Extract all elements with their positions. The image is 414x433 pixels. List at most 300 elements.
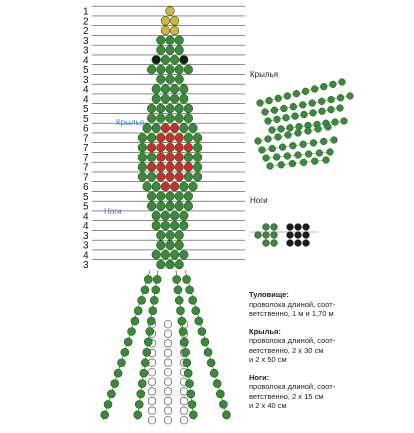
row-number: 5	[83, 65, 89, 76]
leg-bead	[271, 224, 278, 231]
body-bead	[147, 114, 156, 123]
leg-bead	[263, 240, 270, 247]
body-bead	[147, 65, 156, 74]
wing-bead	[327, 149, 334, 156]
tail-bead	[140, 369, 148, 377]
tail-bead	[173, 275, 181, 283]
tail-bead	[147, 317, 155, 325]
wing-bead	[315, 126, 322, 133]
tail-bead	[188, 400, 196, 408]
wing-bead	[318, 98, 325, 105]
tail-bead	[180, 338, 188, 346]
leg-bead	[263, 224, 270, 231]
body-bead	[193, 163, 202, 172]
body-bead	[166, 7, 175, 16]
body-bead	[157, 133, 166, 142]
note-legs-block	[249, 373, 409, 411]
tail-white-bead	[164, 349, 172, 357]
body-bead	[193, 143, 202, 152]
row-number: 7	[83, 152, 89, 164]
body-bead	[175, 104, 184, 113]
wing-bead	[278, 161, 285, 168]
tail-bead	[179, 328, 187, 336]
tail-white-bead	[164, 378, 172, 386]
tail-bead	[137, 390, 145, 398]
body-bead	[184, 114, 193, 123]
body-bead	[175, 114, 184, 123]
body-bead	[170, 211, 179, 220]
tail-white-bead	[180, 397, 188, 405]
tail-bead	[114, 369, 122, 377]
tail-bead	[144, 275, 152, 283]
row-number: 4	[83, 55, 89, 67]
body-bead	[161, 16, 170, 25]
wing-bead	[259, 147, 266, 154]
row-number: 4	[83, 211, 89, 223]
wing-bead	[332, 119, 339, 126]
body-bead	[147, 172, 156, 181]
wing-bead	[284, 93, 291, 100]
body-bead	[157, 114, 166, 123]
body-bead	[157, 75, 166, 84]
body-bead	[175, 36, 184, 45]
body-bead	[138, 163, 147, 172]
body-bead	[161, 26, 170, 35]
body-bead	[157, 231, 166, 240]
body-bead	[166, 65, 175, 74]
body-bead	[170, 182, 179, 191]
row-number: 1	[83, 6, 89, 18]
body-bead	[180, 124, 189, 133]
wing-bead	[262, 109, 269, 116]
tail-white-bead	[164, 416, 172, 424]
body-bead	[166, 36, 175, 45]
note-title: Крылья:	[249, 326, 281, 336]
body-bead	[184, 202, 193, 211]
wing-bead	[347, 93, 354, 100]
wing-bead	[274, 116, 281, 123]
row-number: 5	[83, 191, 89, 203]
tail-bead	[178, 317, 186, 325]
body-bead	[161, 55, 170, 64]
body-bead	[152, 211, 161, 220]
row-number: 6	[83, 182, 89, 193]
row-number: 6	[83, 123, 89, 135]
note-title: Ноги:	[249, 372, 270, 382]
row-number: 4	[83, 221, 89, 232]
row-number: 7	[83, 133, 89, 145]
body-bead	[147, 133, 156, 142]
body-bead	[193, 153, 202, 162]
tail-bead	[183, 359, 191, 367]
row-number: 5	[83, 113, 89, 125]
body-bead	[166, 133, 175, 142]
body-bead	[184, 133, 193, 142]
body-bead	[157, 192, 166, 201]
tail-bead	[135, 400, 143, 408]
wing-bead	[310, 139, 317, 146]
body-bead	[184, 192, 193, 201]
body-bead	[166, 231, 175, 240]
body-bead	[166, 114, 175, 123]
tail-bead	[111, 380, 119, 388]
tail-bead	[143, 348, 151, 356]
body-bead	[180, 221, 189, 230]
body-bead	[170, 94, 179, 103]
leg-bead	[303, 224, 310, 231]
body-bead	[170, 124, 179, 133]
wing-bead	[289, 142, 296, 149]
body-bead	[184, 65, 193, 74]
body-bead	[147, 143, 156, 152]
wing-bead	[266, 97, 273, 104]
wing-bead	[337, 94, 344, 101]
wing-bead	[267, 163, 274, 170]
leg-bead	[271, 232, 278, 239]
note-text: проволока длиной, соот- ветственно, 1 м и 1,70 м	[249, 299, 336, 318]
tail-bead	[210, 369, 218, 377]
body-bead	[180, 55, 189, 64]
body-bead	[175, 172, 184, 181]
row-number: 3	[83, 45, 89, 57]
tail-white-bead	[180, 416, 188, 424]
tail-bead	[134, 307, 142, 315]
row-number: 7	[83, 172, 89, 184]
leg-bead	[287, 224, 294, 231]
tail-white-bead	[164, 340, 172, 348]
body-bead	[157, 46, 166, 55]
body-bead	[175, 65, 184, 74]
legs-marker-label: Ноги	[104, 207, 122, 216]
wing-bead	[300, 159, 307, 166]
wing-bead	[293, 90, 300, 97]
tail-bead	[141, 359, 149, 367]
body-bead	[170, 250, 179, 259]
tail-white-bead	[164, 320, 172, 328]
body-bead	[184, 153, 193, 162]
tail-bead	[153, 275, 161, 283]
body-bead	[157, 143, 166, 152]
body-bead	[166, 75, 175, 84]
body-bead	[180, 182, 189, 191]
leg-bead	[271, 240, 278, 247]
leg-bead	[255, 232, 262, 239]
body-bead	[161, 221, 170, 230]
tail-bead	[204, 348, 212, 356]
wing-bead	[310, 109, 317, 116]
body-bead	[157, 172, 166, 181]
body-bead	[175, 260, 184, 269]
body-bead	[152, 124, 161, 133]
body-bead	[157, 241, 166, 250]
body-bead	[166, 241, 175, 250]
wing-bead	[255, 138, 262, 145]
row-number: 4	[83, 84, 89, 96]
body-bead	[161, 211, 170, 220]
body-bead	[166, 46, 175, 55]
body-bead	[161, 85, 170, 94]
wing-bead	[323, 157, 330, 164]
tail-bead	[198, 328, 206, 336]
tail-bead	[141, 286, 149, 294]
row-number: 3	[83, 260, 89, 271]
tail-bead	[195, 317, 203, 325]
row-number: 2	[83, 16, 89, 28]
body-bead	[138, 143, 147, 152]
leg-bead	[287, 240, 294, 247]
wing-bead	[295, 152, 302, 159]
tail-bead	[207, 359, 215, 367]
leg-bead	[263, 232, 270, 239]
row-number: 7	[83, 162, 89, 174]
tail-bead	[192, 307, 200, 315]
body-bead	[180, 85, 189, 94]
body-bead	[138, 133, 147, 142]
tail-bead	[107, 390, 115, 398]
tail-bead	[186, 286, 194, 294]
body-bead	[189, 124, 198, 133]
body-bead	[184, 172, 193, 181]
body-bead	[170, 221, 179, 230]
leg-bead	[295, 224, 302, 231]
wing-bead	[305, 151, 312, 158]
body-bead	[152, 55, 161, 64]
note-title: Туловище:	[249, 290, 289, 299]
body-bead	[193, 172, 202, 181]
tail-bead	[177, 307, 185, 315]
wing-bead	[329, 81, 336, 88]
wing-bead	[257, 100, 264, 107]
wing-bead	[328, 96, 335, 103]
body-bead	[170, 16, 179, 25]
wings-title: Крылья	[250, 70, 279, 79]
wing-bead	[302, 88, 309, 95]
tail-bead	[124, 338, 132, 346]
body-bead	[180, 250, 189, 259]
wing-bead	[305, 128, 312, 135]
legs-title: Ноги	[250, 196, 268, 205]
body-bead	[170, 26, 179, 35]
wing-bead	[311, 86, 318, 93]
tail-white-bead	[180, 407, 188, 415]
wing-bead	[301, 111, 308, 118]
wing-bead	[275, 134, 282, 141]
body-bead	[152, 85, 161, 94]
wing-bead	[320, 138, 327, 145]
body-bead	[157, 36, 166, 45]
tail-bead	[150, 296, 158, 304]
wing-bead	[265, 136, 272, 143]
note-text: проволока длиной, соот- ветственно, 2 х 15 см и 2 х 40 см	[249, 382, 336, 410]
body-bead	[147, 163, 156, 172]
body-bead	[166, 104, 175, 113]
wing-bead	[331, 137, 338, 144]
note-body-block	[249, 290, 409, 319]
tail-white-bead	[148, 378, 156, 386]
wing-bead	[289, 160, 296, 167]
body-bead	[152, 182, 161, 191]
tail-bead	[189, 411, 197, 419]
wing-bead	[280, 105, 287, 112]
leg-bead	[303, 232, 310, 239]
wing-bead	[284, 153, 291, 160]
row-number: 4	[83, 94, 89, 106]
tail-white-bead	[164, 388, 172, 396]
body-bead	[138, 172, 147, 181]
body-bead	[175, 202, 184, 211]
wing-bead	[285, 132, 292, 139]
wing-bead	[337, 105, 344, 112]
tail-bead	[121, 348, 129, 356]
body-bead	[152, 94, 161, 103]
wing-bead	[273, 154, 280, 161]
body-bead	[161, 250, 170, 259]
tail-bead	[128, 328, 136, 336]
body-bead	[147, 153, 156, 162]
tail-bead	[174, 286, 182, 294]
body-bead	[184, 104, 193, 113]
tail-bead	[184, 369, 192, 377]
wing-bead	[319, 108, 326, 115]
body-bead	[175, 192, 184, 201]
wing-bead	[290, 103, 297, 110]
wing-bead	[296, 123, 303, 130]
wing-bead	[339, 79, 346, 86]
body-bead	[147, 192, 156, 201]
tail-white-bead	[148, 407, 156, 415]
body-bead	[166, 192, 175, 201]
body-bead	[157, 163, 166, 172]
wing-bead	[320, 83, 327, 90]
body-bead	[175, 143, 184, 152]
tail-bead	[187, 390, 195, 398]
tail-bead	[222, 411, 230, 419]
wing-bead	[278, 125, 285, 132]
row-number: 5	[83, 104, 89, 115]
row-number: 3	[83, 230, 89, 242]
tail-bead	[183, 275, 191, 283]
body-bead	[189, 182, 198, 191]
body-bead	[161, 124, 170, 133]
row-number: 3	[83, 35, 89, 47]
body-bead	[157, 202, 166, 211]
body-bead	[175, 163, 184, 172]
wing-bead	[300, 141, 307, 148]
body-bead	[157, 260, 166, 269]
body-bead	[175, 46, 184, 55]
body-bead	[175, 241, 184, 250]
tail-bead	[101, 411, 109, 419]
row-number: 7	[83, 143, 89, 154]
body-bead	[166, 143, 175, 152]
body-bead	[143, 182, 152, 191]
body-bead	[193, 133, 202, 142]
body-bead	[180, 211, 189, 220]
tail-bead	[134, 411, 142, 419]
body-bead	[152, 250, 161, 259]
wing-bead	[295, 130, 302, 137]
tail-white-bead	[148, 368, 156, 376]
wing-bead	[269, 145, 276, 152]
wing-bead	[271, 107, 278, 114]
body-bead	[166, 260, 175, 269]
tail-bead	[213, 380, 221, 388]
leg-bead	[295, 240, 302, 247]
body-bead	[166, 163, 175, 172]
body-bead	[147, 202, 156, 211]
body-bead	[175, 75, 184, 84]
body-bead	[147, 104, 156, 113]
row-number: 5	[83, 201, 89, 213]
tail-bead	[146, 328, 154, 336]
body-bead	[166, 153, 175, 162]
row-number: 3	[83, 74, 89, 86]
body-bead	[166, 202, 175, 211]
body-bead	[175, 231, 184, 240]
body-bead	[157, 153, 166, 162]
tail-white-bead	[164, 368, 172, 376]
wing-bead	[265, 118, 272, 125]
row-number: 2	[83, 26, 89, 37]
row-number: 3	[83, 240, 89, 252]
body-bead	[166, 172, 175, 181]
wings-marker-label: Крылья	[116, 118, 145, 127]
tail-white-bead	[148, 388, 156, 396]
note-text: проволока длиной, соот- ветственно, 2 х 30 см и 2 х 50 см	[249, 336, 336, 364]
tail-bead	[201, 338, 209, 346]
tail-bead	[152, 286, 160, 294]
body-bead	[152, 221, 161, 230]
body-bead	[184, 143, 193, 152]
row-number: 4	[83, 250, 89, 262]
wing-bead	[283, 114, 290, 121]
wing-bead	[269, 127, 276, 134]
tail-bead	[175, 296, 183, 304]
tail-white-bead	[164, 330, 172, 338]
tail-white-bead	[164, 407, 172, 415]
leg-bead	[303, 240, 310, 247]
leg-bead	[287, 232, 294, 239]
wing-bead	[341, 118, 348, 125]
wing-bead	[325, 124, 332, 131]
tail-bead	[186, 380, 194, 388]
tail-white-bead	[148, 397, 156, 405]
body-bead	[138, 153, 147, 162]
body-bead	[157, 104, 166, 113]
tail-white-bead	[164, 397, 172, 405]
body-bead	[170, 85, 179, 94]
body-bead	[175, 133, 184, 142]
tail-bead	[131, 317, 139, 325]
tail-bead	[117, 359, 125, 367]
tail-white-bead	[164, 359, 172, 367]
body-bead	[180, 94, 189, 103]
tail-white-bead	[148, 416, 156, 424]
note-wings-block	[249, 327, 409, 365]
body-bead	[175, 153, 184, 162]
wing-bead	[275, 95, 282, 102]
tail-bead	[219, 400, 227, 408]
wing-bead	[328, 106, 335, 113]
wing-bead	[309, 100, 316, 107]
wing-bead	[311, 158, 318, 165]
body-bead	[184, 163, 193, 172]
body-bead	[161, 182, 170, 191]
tail-bead	[216, 390, 224, 398]
tail-bead	[104, 400, 112, 408]
tail-bead	[182, 348, 190, 356]
body-bead	[161, 94, 170, 103]
